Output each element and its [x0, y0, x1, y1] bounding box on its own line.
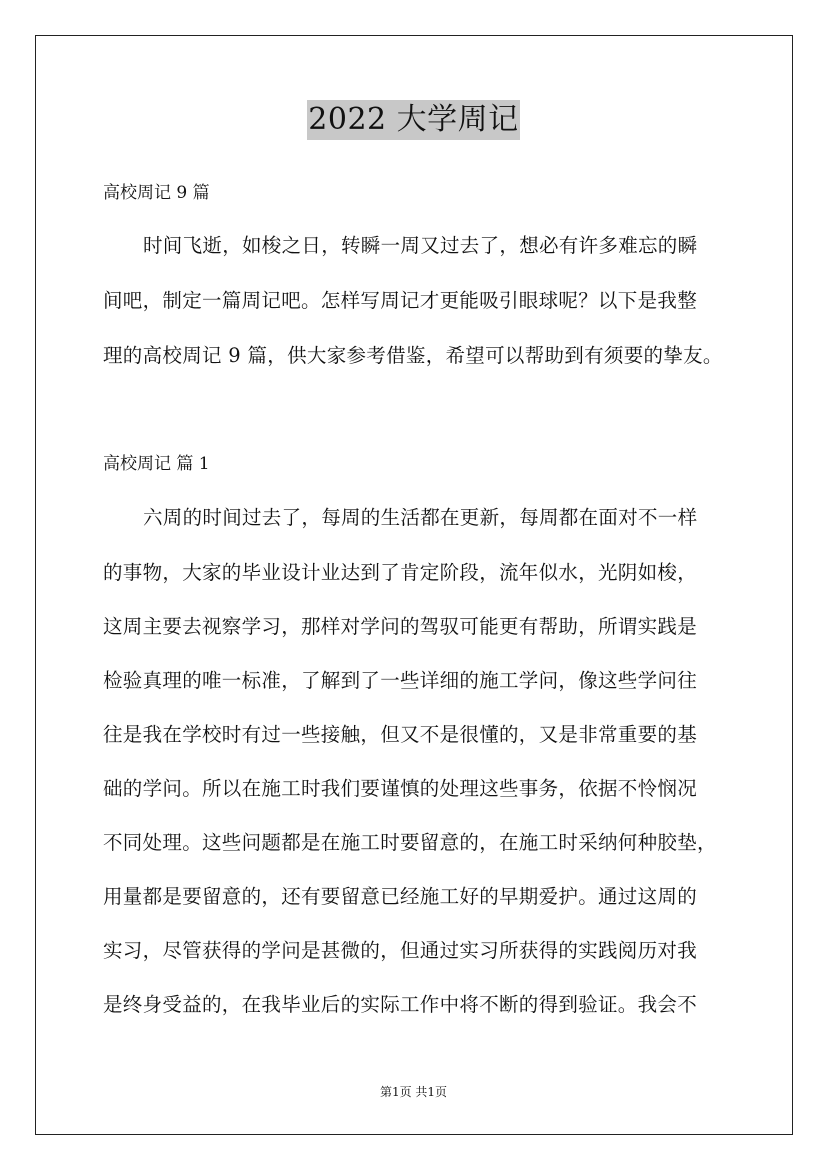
body-line: 往是我在学校时有过一些接触，但又不是很懂的，又是非常重要的基 — [103, 723, 698, 746]
body-line: 的事物，大家的毕业设计业达到了肯定阶段，流年似水，光阴如梭， — [103, 561, 698, 584]
body-line: 用量都是要留意的，还有要留意已经施工好的早期爱护。通过这周的 — [103, 885, 698, 908]
page-number: 第1页 共1页 — [379, 1085, 448, 1099]
body-line: 六周的时间过去了，每周的生活都在更新，每周都在面对不一样 — [143, 506, 698, 529]
document-title-text: 2022 大学周记 — [307, 100, 519, 140]
document-title — [0, 100, 827, 140]
body-line: 础的学问。所以在施工时我们要谨慎的处理这些事务，依据不怜悯况 — [103, 777, 698, 800]
body-line: 不同处理。这些问题都是在施工时要留意的，在施工时采纳何种胶垫， — [103, 831, 717, 854]
body-line: 检验真理的唯一标准，了解到了一些详细的施工学问，像这些学问往 — [103, 669, 698, 692]
intro-heading: 高校周记 9 篇 — [103, 183, 210, 203]
body-line: 实习，尽管获得的学问是甚微的，但通过实习所获得的实践阅历对我 — [103, 939, 698, 962]
section-heading: 高校周记 篇 1 — [103, 454, 210, 474]
body-line: 这周主要去视察学习，那样对学问的驾驭可能更有帮助，所谓实践是 — [103, 615, 698, 638]
intro-line: 理的高校周记 9 篇，供大家参考借鉴，希望可以帮助到有须要的挚友。 — [103, 344, 723, 367]
intro-line: 间吧，制定一篇周记吧。怎样写周记才更能吸引眼球呢？以下是我整 — [103, 289, 698, 312]
intro-line: 时间飞逝，如梭之日，转瞬一周又过去了，想必有许多难忘的瞬 — [143, 234, 698, 257]
body-line: 是终身受益的，在我毕业后的实际工作中将不断的得到验证。我会不 — [103, 993, 698, 1016]
